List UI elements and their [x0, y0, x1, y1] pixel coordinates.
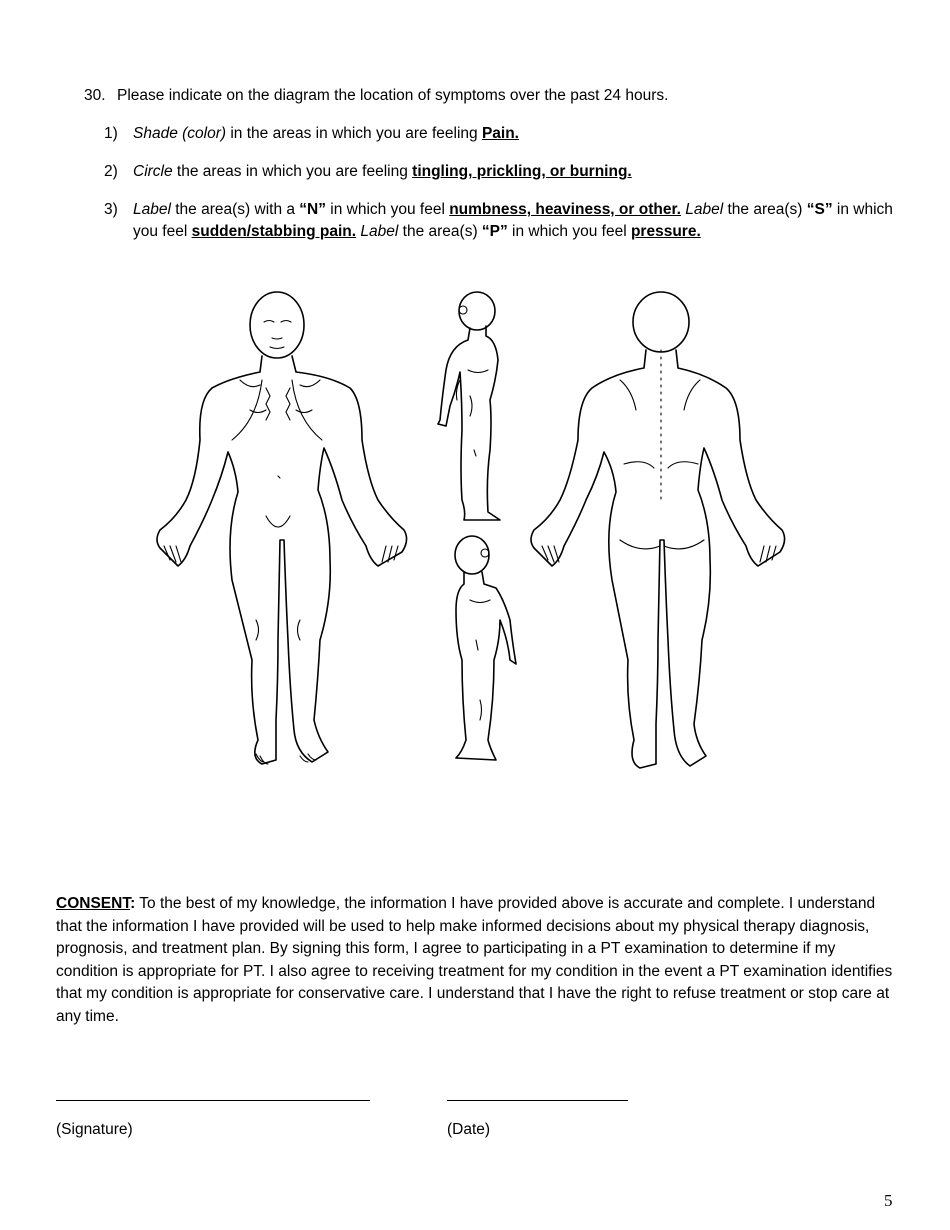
question-text: Please indicate on the diagram the location of symptoms over the past 24 hours.: [117, 87, 669, 104]
question-30: [84, 87, 668, 105]
instruction-2: [104, 161, 904, 183]
instruction-text: in which you feel: [326, 201, 450, 218]
instruction-text: in the areas in which you are feeling: [226, 125, 482, 142]
instruction-verb: Label: [133, 201, 171, 218]
consent-text: To the best of my knowledge, the information I have provided above is accurate and complete. I understand that the information I have provided will be used to help make informed decisions about my physical therapy diagnosis, prognosis, and treatment plan. By signing this form, I agree to participating in a PT examination to determine if my condition is appropriate for PT. I also agree to receiving treatment for my condition in the event a PT examination identifies that my condition is appropriate for conservative care. I understand that I have the right to refuse treatment or stop care at any time.: [56, 895, 893, 1025]
body-front-view[interactable]: [157, 292, 407, 764]
label-p: “P”: [481, 223, 508, 240]
symptom-pressure: pressure.: [630, 223, 701, 240]
instruction-text: the area(s) with a: [170, 201, 300, 218]
consent-paragraph: [56, 893, 901, 1028]
instruction-number: 3): [104, 201, 118, 218]
page-number: 5: [884, 1191, 893, 1210]
instruction-verb: Label: [360, 223, 399, 240]
instruction-text: the area(s): [723, 201, 807, 218]
signature-label: (Signature): [56, 1121, 133, 1138]
instruction-1: [104, 123, 904, 145]
label-s: “S”: [806, 201, 833, 218]
question-number: 30.: [84, 87, 106, 104]
body-diagram[interactable]: [150, 285, 800, 775]
instruction-text: the areas in which you are feeling: [172, 163, 413, 180]
consent-colon: :: [130, 895, 136, 912]
symptom-stabbing: sudden/stabbing pain.: [191, 223, 357, 240]
symptom-tingling: tingling, prickling, or burning.: [412, 163, 632, 180]
symptom-numbness: numbness, heaviness, or other.: [449, 201, 681, 218]
date-line[interactable]: [447, 1086, 628, 1101]
instruction-verb: Shade (color): [133, 125, 227, 142]
body-back-view[interactable]: [531, 292, 785, 768]
symptom-pain: Pain.: [481, 125, 519, 142]
label-n: “N”: [299, 201, 326, 218]
instruction-number: 1): [104, 125, 118, 142]
instruction-text: in which you feel: [507, 223, 631, 240]
instruction-text: in which you feel: [133, 201, 893, 240]
instruction-text: the area(s): [398, 223, 482, 240]
instruction-verb: Circle: [133, 163, 173, 180]
body-side-view-upper[interactable]: [438, 292, 500, 520]
instruction-verb: Label: [685, 201, 724, 218]
signature-line[interactable]: [56, 1086, 370, 1101]
instruction-3: [104, 199, 904, 243]
body-side-view-lower[interactable]: [455, 536, 516, 760]
instruction-number: 2): [104, 163, 118, 180]
date-label: (Date): [447, 1121, 491, 1138]
consent-label: CONSENT: [56, 895, 131, 912]
